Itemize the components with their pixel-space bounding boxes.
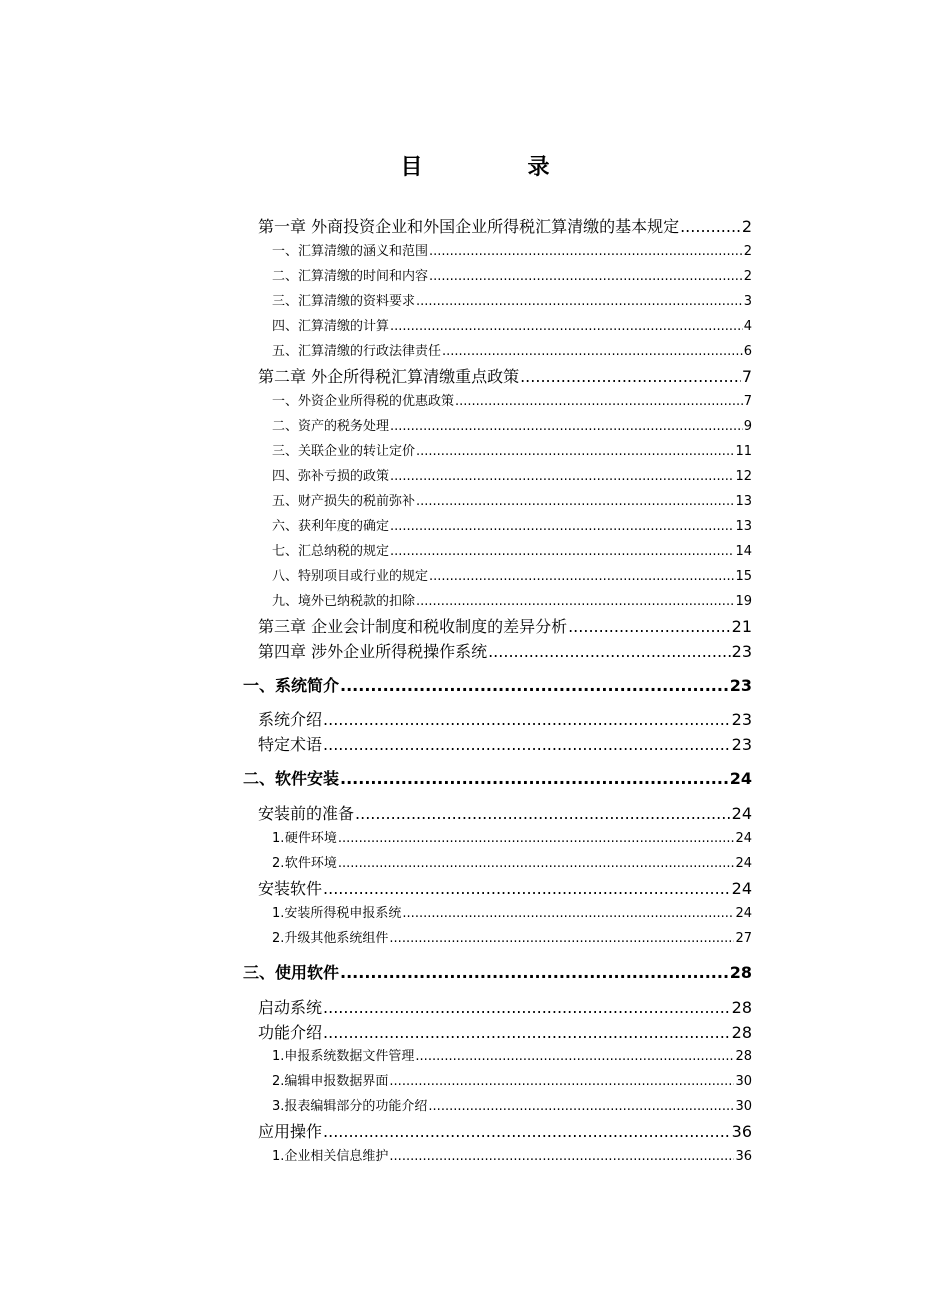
toc-entry-number: 3.	[272, 1099, 285, 1114]
toc-entry[interactable]	[243, 768, 752, 790]
toc-dot-leader	[488, 641, 731, 663]
toc-page-number: 2	[741, 217, 752, 236]
toc-page-number: 14	[735, 544, 752, 559]
toc-page-number: 24	[731, 804, 752, 823]
toc-entry-label: 第一章 外商投资企业和外国企业所得税汇算清缴的基本规定	[258, 217, 680, 236]
toc-entry-label: 应用操作	[258, 1122, 323, 1141]
toc-entry[interactable]	[258, 1121, 752, 1143]
toc-entry-label: 申报系统数据文件管理	[284, 1049, 415, 1064]
toc-page-number: 2	[743, 244, 752, 259]
toc-entry-label: 二、汇算清缴的时间和内容	[272, 269, 429, 284]
toc-dot-leader	[442, 342, 743, 362]
toc-page-number: 30	[735, 1074, 752, 1089]
toc-entry-number: 1.	[272, 831, 285, 846]
toc-entry[interactable]	[258, 878, 752, 900]
page-title	[0, 150, 950, 181]
toc-dot-leader	[323, 709, 731, 731]
toc-entry[interactable]	[243, 962, 752, 984]
toc-page-number: 11	[735, 444, 752, 459]
toc-page-number: 7	[741, 367, 752, 386]
toc-entry-label: 一、外资企业所得税的优惠政策	[272, 394, 455, 409]
toc-page-number: 21	[731, 617, 752, 636]
toc-dot-leader	[390, 467, 734, 487]
toc-dot-leader	[389, 1147, 734, 1167]
toc-entry[interactable]	[272, 1097, 752, 1117]
toc-page-number: 23	[731, 735, 752, 754]
toc-entry[interactable]	[272, 854, 752, 874]
toc-entry[interactable]	[272, 542, 752, 562]
toc-entry[interactable]	[258, 709, 752, 731]
toc-entry[interactable]	[272, 1047, 752, 1067]
toc-dot-leader	[323, 997, 731, 1019]
toc-dot-leader	[323, 1022, 731, 1044]
toc-entry-label: 六、获利年度的确定	[272, 519, 390, 534]
toc-page-number: 24	[735, 831, 752, 846]
toc-page-number: 24	[731, 879, 752, 898]
toc-page-number: 23	[731, 710, 752, 729]
toc-page-number: 28	[735, 1049, 752, 1064]
toc-entry-number: 2.	[272, 856, 285, 871]
toc-entry[interactable]	[258, 616, 752, 638]
toc-entry[interactable]	[272, 1072, 752, 1092]
toc-entry-label: 五、财产损失的税前弥补	[272, 494, 416, 509]
toc-entry[interactable]	[258, 997, 752, 1019]
toc-dot-leader	[390, 517, 734, 537]
toc-entry-label: 系统介绍	[258, 710, 323, 729]
toc-entry-label: 五、汇算清缴的行政法律责任	[272, 344, 442, 359]
toc-entry-label: 八、特别项目或行业的规定	[272, 569, 429, 584]
toc-entry-label: 编辑申报数据界面	[284, 1074, 389, 1089]
toc-page-number: 36	[735, 1149, 752, 1164]
toc-entry[interactable]	[272, 567, 752, 587]
toc-dot-leader	[390, 417, 743, 437]
toc-entry[interactable]	[258, 641, 752, 663]
toc-entry-label: 升级其他系统组件	[284, 931, 389, 946]
toc-page-number: 2	[743, 269, 752, 284]
toc-entry-number: 1.	[272, 906, 285, 921]
toc-dot-leader	[390, 542, 734, 562]
toc-dot-leader	[520, 366, 741, 388]
toc-page-number: 13	[735, 519, 752, 534]
toc-page-number: 9	[743, 419, 752, 434]
toc-page-number: 28	[731, 1023, 752, 1042]
toc-entry[interactable]	[272, 467, 752, 487]
toc-dot-leader	[429, 567, 734, 587]
toc-dot-leader	[340, 675, 729, 697]
toc-page-number: 23	[731, 642, 752, 661]
toc-dot-leader	[416, 592, 734, 612]
toc-page-number: 36	[731, 1122, 752, 1141]
toc-entry-label: 企业相关信息维护	[284, 1149, 389, 1164]
toc-page-number: 23	[729, 676, 752, 695]
toc-dot-leader	[340, 768, 729, 790]
toc-page-number: 13	[735, 494, 752, 509]
toc-entry[interactable]	[272, 442, 752, 462]
toc-entry-label: 安装所得税申报系统	[284, 906, 402, 921]
toc-entry[interactable]	[272, 1147, 752, 1167]
toc-entry[interactable]	[272, 904, 752, 924]
toc-dot-leader	[416, 442, 734, 462]
toc-page-number: 15	[735, 569, 752, 584]
toc-entry-number: 1.	[272, 1049, 285, 1064]
title-char-1: 目	[400, 155, 423, 180]
toc-dot-leader	[323, 1121, 731, 1143]
toc-dot-leader	[340, 962, 729, 984]
toc-dot-leader	[416, 492, 734, 512]
toc-entry-number: 2.	[272, 1074, 285, 1089]
toc-dot-leader	[355, 803, 731, 825]
toc-dot-leader	[416, 292, 743, 312]
toc-entry[interactable]	[272, 417, 752, 437]
toc-entry-label: 第二章 外企所得税汇算清缴重点政策	[258, 367, 520, 386]
toc-entry[interactable]	[272, 342, 752, 362]
toc-page-number: 24	[735, 906, 752, 921]
toc-entry[interactable]	[272, 929, 752, 949]
toc-entry-label: 七、汇总纳税的规定	[272, 544, 390, 559]
toc-entry[interactable]	[258, 803, 752, 825]
toc-entry-label: 安装软件	[258, 879, 323, 898]
toc-dot-leader	[323, 734, 731, 756]
toc-page-number: 28	[731, 998, 752, 1017]
toc-entry[interactable]	[272, 242, 752, 262]
toc-dot-leader	[680, 216, 741, 238]
toc-entry-label: 一、系统简介	[243, 676, 340, 695]
toc-page-number: 6	[743, 344, 752, 359]
toc-dot-leader	[323, 878, 731, 900]
toc-entry[interactable]	[272, 267, 752, 287]
toc-entry[interactable]	[243, 675, 752, 697]
toc-entry-label: 四、汇算清缴的计算	[272, 319, 390, 334]
toc-page-number: 30	[735, 1099, 752, 1114]
toc-entry[interactable]	[258, 1022, 752, 1044]
toc-dot-leader	[338, 829, 735, 849]
toc-entry-label: 功能介绍	[258, 1023, 323, 1042]
toc-entry-label: 三、使用软件	[243, 963, 340, 982]
toc-dot-leader	[429, 267, 743, 287]
toc-dot-leader	[390, 317, 743, 337]
toc-entry-label: 四、弥补亏损的政策	[272, 469, 390, 484]
toc-page-number: 7	[743, 394, 752, 409]
toc-entry[interactable]	[272, 592, 752, 612]
toc-dot-leader	[402, 904, 734, 924]
toc-page-number: 3	[743, 294, 752, 309]
title-char-2: 录	[527, 155, 550, 180]
toc-entry-label: 软件环境	[284, 856, 337, 871]
toc-entry[interactable]	[272, 517, 752, 537]
toc-entry[interactable]	[272, 317, 752, 337]
toc-page-number: 12	[735, 469, 752, 484]
toc-entry-number: 2.	[272, 931, 285, 946]
toc-entry-label: 安装前的准备	[258, 804, 355, 823]
toc-entry[interactable]	[272, 392, 752, 412]
toc-entry[interactable]	[272, 829, 752, 849]
toc-dot-leader	[389, 1072, 734, 1092]
toc-entry-label: 启动系统	[258, 998, 323, 1017]
toc-dot-leader	[338, 854, 735, 874]
toc-dot-leader	[455, 392, 743, 412]
toc-entry-label: 二、资产的税务处理	[272, 419, 390, 434]
toc-page-number: 19	[735, 594, 752, 609]
toc-dot-leader	[429, 242, 743, 262]
toc-entry[interactable]	[272, 292, 752, 312]
toc-entry-label: 九、境外已纳税款的扣除	[272, 594, 416, 609]
toc-page-number: 24	[735, 856, 752, 871]
toc-dot-leader	[389, 929, 734, 949]
toc-entry-label: 第三章 企业会计制度和税收制度的差异分析	[258, 617, 568, 636]
toc-entry-label: 二、软件安装	[243, 769, 340, 788]
toc-entry-label: 第四章 涉外企业所得税操作系统	[258, 642, 488, 661]
toc-dot-leader	[428, 1097, 734, 1117]
toc-entry[interactable]	[272, 492, 752, 512]
toc-dot-leader	[568, 616, 731, 638]
toc-page-number: 28	[729, 963, 752, 982]
toc-dot-leader	[415, 1047, 734, 1067]
toc-entry-label: 硬件环境	[284, 831, 337, 846]
toc-entry-label: 三、关联企业的转让定价	[272, 444, 416, 459]
toc-entry[interactable]	[258, 366, 752, 388]
toc-entry-label: 一、汇算清缴的涵义和范围	[272, 244, 429, 259]
toc-entry[interactable]	[258, 216, 752, 238]
toc-page-number: 27	[735, 931, 752, 946]
toc-page-number: 4	[743, 319, 752, 334]
toc-entry[interactable]	[258, 734, 752, 756]
toc-entry-label: 特定术语	[258, 735, 323, 754]
toc-entry-label: 三、汇算清缴的资料要求	[272, 294, 416, 309]
toc-entry-label: 报表编辑部分的功能介绍	[284, 1099, 428, 1114]
toc-entry-number: 1.	[272, 1149, 285, 1164]
toc-page-number: 24	[729, 769, 752, 788]
